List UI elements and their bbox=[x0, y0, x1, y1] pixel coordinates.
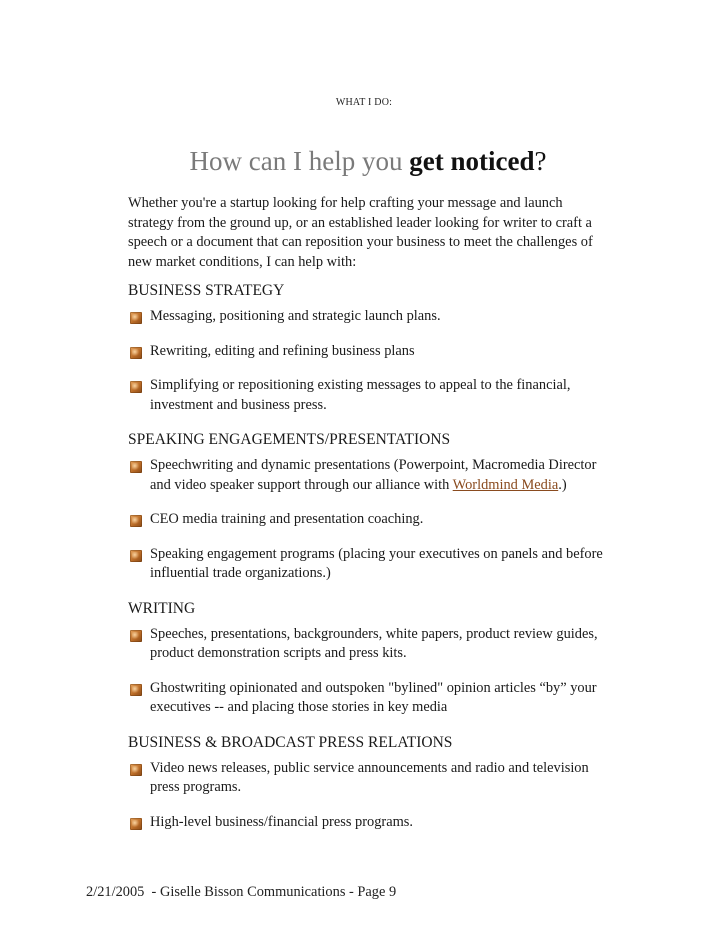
bullet-icon bbox=[130, 461, 142, 473]
list-item-text: Simplifying or repositioning existing messages to appeal to the financial, investment and business press. bbox=[150, 377, 571, 413]
bullet-icon bbox=[130, 381, 142, 393]
list-item-text: Rewriting, editing and refining business plans bbox=[150, 342, 415, 359]
list-item bbox=[128, 813, 618, 833]
list-item-text: Video news releases, public service announcements and radio and television press programs. bbox=[150, 759, 589, 795]
page-footer: 2/21/2005 - Giselle Bisson Communications - Page 9 bbox=[86, 884, 397, 900]
list-item-text: Speeches, presentations, backgrounders, white papers, product review guides, product demonstration scripts and press kits. bbox=[150, 625, 598, 661]
section-writing bbox=[128, 599, 618, 718]
section-speaking-engagements bbox=[128, 430, 618, 584]
list-item-text: CEO media training and presentation coaching. bbox=[150, 511, 424, 527]
bullet-icon bbox=[130, 550, 142, 562]
bullet-icon bbox=[130, 764, 142, 776]
title-tail: ? bbox=[534, 146, 547, 176]
list-item-text: High-level business/financial press programs. bbox=[150, 813, 413, 830]
section-title: WRITING bbox=[128, 599, 196, 617]
page-title bbox=[0, 146, 728, 177]
list-item bbox=[128, 679, 618, 718]
bullet-icon bbox=[130, 630, 142, 642]
section-header: WHAT I DO: bbox=[335, 97, 393, 108]
section-business-strategy bbox=[128, 281, 618, 415]
title-emphasis: get noticed bbox=[409, 146, 535, 176]
title-lead: How can I help you bbox=[189, 146, 410, 176]
section-press-relations bbox=[128, 733, 618, 833]
list-item bbox=[128, 759, 618, 798]
list-item-text-after: .) bbox=[558, 476, 567, 493]
bullet-icon bbox=[130, 347, 142, 359]
bullet-icon bbox=[130, 818, 142, 830]
services-list bbox=[128, 281, 618, 847]
list-item-text-before: Speechwriting and dynamic presentations (Powerpoint, Macromedia Director and video speaker support through our alliance with bbox=[150, 457, 597, 493]
intro-paragraph: Whether you're a startup looking for help crafting your message and launch strategy from the ground up, or an established leader looking for writer to craft a speech or a document that can reposition your business to meet the challenges of new market conditions, I can help with: bbox=[128, 195, 593, 270]
list-item bbox=[128, 545, 618, 584]
list-item-text: Speaking engagement programs (placing your executives on panels and before influential trade organizations.) bbox=[150, 545, 603, 581]
list-item bbox=[128, 342, 618, 362]
list-item bbox=[128, 625, 618, 664]
bullet-icon bbox=[130, 312, 142, 324]
section-title: SPEAKING ENGAGEMENTS/PRESENTATIONS bbox=[128, 431, 451, 448]
bullet-icon bbox=[130, 684, 142, 696]
bullet-icon bbox=[130, 515, 142, 527]
list-item bbox=[128, 376, 618, 415]
list-item-text: Ghostwriting opinionated and outspoken "bylined" opinion articles “by” your executives -- and placing those stories in key media bbox=[150, 679, 597, 715]
list-item-text bbox=[150, 457, 596, 493]
list-item bbox=[128, 510, 618, 530]
list-item bbox=[128, 307, 618, 327]
list-item bbox=[128, 456, 618, 495]
section-title: BUSINESS STRATEGY bbox=[128, 282, 285, 299]
list-item-text: Messaging, positioning and strategic launch plans. bbox=[150, 308, 441, 324]
section-title: BUSINESS & BROADCAST PRESS RELATIONS bbox=[128, 733, 453, 751]
worldmind-media-link[interactable]: Worldmind Media bbox=[452, 476, 559, 493]
